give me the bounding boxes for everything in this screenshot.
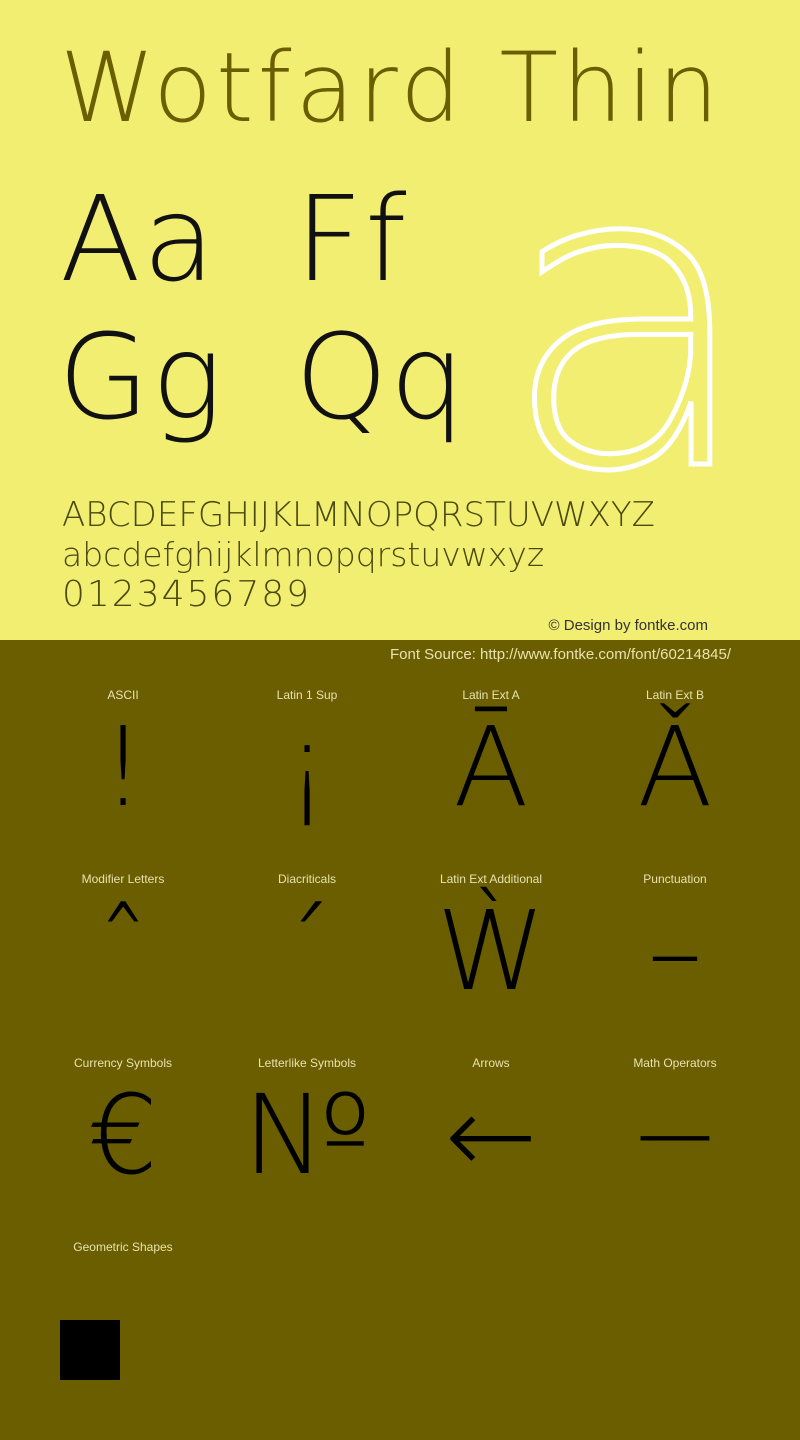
- font-source-link[interactable]: Font Source: http://www.fontke.com/font/60214845/: [390, 646, 732, 663]
- glyph-pair-ff: Ff: [295, 170, 409, 308]
- block-geometric-shapes: [31, 1192, 215, 1376]
- block-label: Latin Ext B: [645, 688, 705, 702]
- block-label: Latin Ext Additional: [439, 872, 543, 886]
- block-punctuation: [583, 824, 767, 1015]
- block-label: Latin Ext A: [462, 688, 520, 702]
- block-glyph: Ǎ: [637, 703, 713, 831]
- block-label: Currency Symbols: [73, 1056, 173, 1070]
- block-math-operators: [583, 1008, 767, 1199]
- block-latin-ext-additional: [399, 824, 583, 1015]
- block-latin-ext-a: [399, 640, 583, 831]
- block-label: Modifier Letters: [81, 872, 165, 886]
- block-diacriticals: [215, 824, 399, 1015]
- block-modifier-letters: [31, 824, 215, 1015]
- block-ascii: [31, 640, 215, 831]
- digits-row: 0123456789: [62, 574, 312, 615]
- glyph-pair-qq: Qq: [295, 308, 467, 446]
- block-label: Diacriticals: [277, 872, 336, 886]
- block-glyph: ←: [444, 1071, 538, 1199]
- block-label: Latin 1 Sup: [276, 688, 338, 702]
- block-glyph: −: [628, 1071, 722, 1199]
- block-label: Math Operators: [633, 1056, 717, 1070]
- glyph-pair-gg: Gg: [58, 308, 225, 446]
- block-glyph: Ā: [453, 703, 529, 831]
- design-credit: © Design by fontke.com: [548, 617, 708, 634]
- block-glyph: ˊ: [280, 887, 334, 1015]
- block-label: Punctuation: [643, 872, 707, 886]
- block-label: Arrows: [472, 1056, 510, 1070]
- block-glyph: Ẁ: [436, 887, 546, 1015]
- specimen-header: [0, 0, 800, 640]
- block-latin-1-sup: [215, 640, 399, 831]
- block-label: ASCII: [107, 688, 139, 702]
- block-glyph: –: [647, 887, 703, 1015]
- block-label: Geometric Shapes: [73, 1240, 173, 1254]
- glyph-pair-aa: Aa: [60, 170, 218, 308]
- block-arrows: [399, 1008, 583, 1199]
- block-glyph: !: [100, 703, 146, 831]
- block-latin-ext-b: [583, 640, 767, 831]
- font-title: Wotfard Thin: [60, 32, 723, 144]
- lowercase-alphabet: abcdefghijklmnopqrstuvwxyz: [62, 535, 545, 574]
- uppercase-alphabet: ABCDEFGHIJKLMNOPQRSTUVWXYZ: [62, 495, 655, 535]
- block-letterlike-symbols: [215, 1008, 399, 1199]
- block-glyph: ¡: [284, 703, 330, 831]
- black-square-glyph: [60, 1320, 120, 1380]
- block-glyph: ˆ: [95, 887, 151, 1015]
- block-currency-symbols: [31, 1008, 215, 1199]
- block-glyph: №: [242, 1071, 372, 1199]
- block-label: Letterlike Symbols: [257, 1056, 357, 1070]
- big-glyph-a: a: [500, 75, 758, 564]
- block-glyph: €: [88, 1071, 158, 1199]
